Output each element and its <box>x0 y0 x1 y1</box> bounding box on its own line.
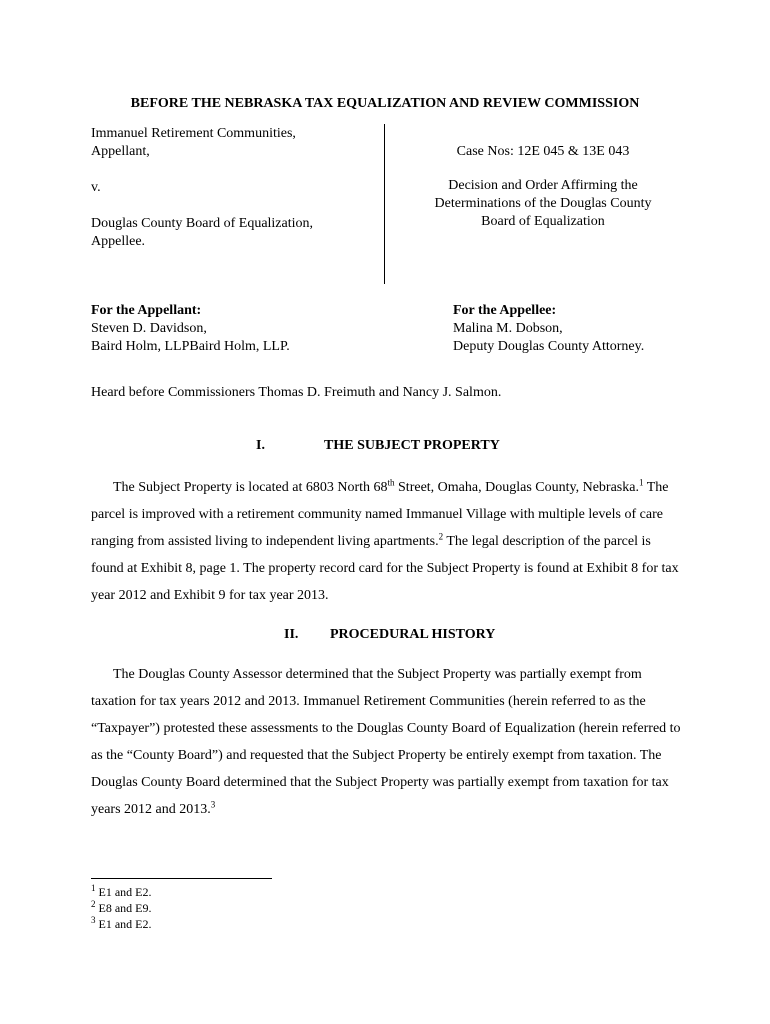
section-2-paragraph: The Douglas County Assessor determined that the Subject Property was partially exempt from taxation for tax years 2012 and 2013. Immanuel Retirement Communities (herein referred to as the “Taxpayer”) protested these assessments to the Douglas County Board of Equalization (herein referred to as the “County Board”) and requested that the Subject Property be entirely exempt from taxation. The Douglas County Board determined that the Subject Property was partially exempt from taxation for tax years 2012 and 2013.$^3$ <box>91 667 681 817</box>
appellee-counsel-heading: For the Appellee: <box>453 303 557 318</box>
document-title: BEFORE THE NEBRASKA TAX EQUALIZATION AND REVIEW COMMISSION <box>130 96 640 111</box>
section-1-body <box>91 474 683 609</box>
appellee-attorney: Malina M. Dobson, <box>453 321 563 336</box>
footnote-1: $^1$ E1 and E2. <box>91 883 152 899</box>
section-2-body <box>91 661 683 823</box>
appellee-role: Appellee. <box>91 234 146 249</box>
appellant-firm: Baird Holm, LLPBaird Holm, LLP. <box>91 339 290 354</box>
section-1-number: I. <box>256 438 265 453</box>
footnote-3: $^3$ E1 and E2. <box>91 915 152 931</box>
decision-line-2: Determinations of the Douglas County <box>434 196 652 211</box>
footnote-ref-2: 2 <box>438 531 444 542</box>
appellee-name: Douglas County Board of Equalization, <box>91 216 314 231</box>
appellant-counsel-heading: For the Appellant: <box>91 303 202 318</box>
appellee-counsel <box>453 302 644 356</box>
decision-title <box>400 177 686 231</box>
caption-divider <box>384 124 385 284</box>
footnote-2: $^2$ E8 and E9. <box>91 899 152 915</box>
appellant-name: Immanuel Retirement Communities, <box>91 126 296 141</box>
appellant-role: Appellant, <box>91 144 150 159</box>
versus-label: v. <box>91 180 101 195</box>
decision-line-1: Decision and Order Affirming the <box>448 178 638 193</box>
case-numbers: Case Nos: 12E 045 & 13E 043 <box>456 144 630 159</box>
footnotes <box>91 884 152 932</box>
decision-line-3: Board of Equalization <box>481 214 605 229</box>
section-1-heading: THE SUBJECT PROPERTY <box>324 438 500 453</box>
section-1-paragraph: The Subject Property is located at 6803 North 68th Street, Omaha, Douglas County, Nebraska.$^1$ The parcel is improved with a retirement community named Immanuel Village with multiple levels of care ranging from assisted living to independent living apartments.$^2$ The legal description of the parcel is found at Exhibit 8, page 1. The property record card for the Subject Property is found at Exhibit 8 for tax year 2012 and Exhibit 9 for tax year 2013. <box>91 477 679 603</box>
appellant-attorney: Steven D. Davidson, <box>91 321 207 336</box>
section-2-heading: PROCEDURAL HISTORY <box>330 627 496 642</box>
heard-before: Heard before Commissioners Thomas D. Freimuth and Nancy J. Salmon. <box>91 385 502 400</box>
appellant-counsel <box>91 302 290 356</box>
section-2-number: II. <box>284 627 299 642</box>
appellee-title: Deputy Douglas County Attorney. <box>453 339 645 354</box>
ordinal-suffix: th <box>387 477 395 488</box>
footnote-separator <box>91 878 272 879</box>
footnote-ref-3: 3 <box>210 799 216 810</box>
caption-parties <box>91 125 313 251</box>
footnote-ref-1: 1 <box>638 477 644 488</box>
